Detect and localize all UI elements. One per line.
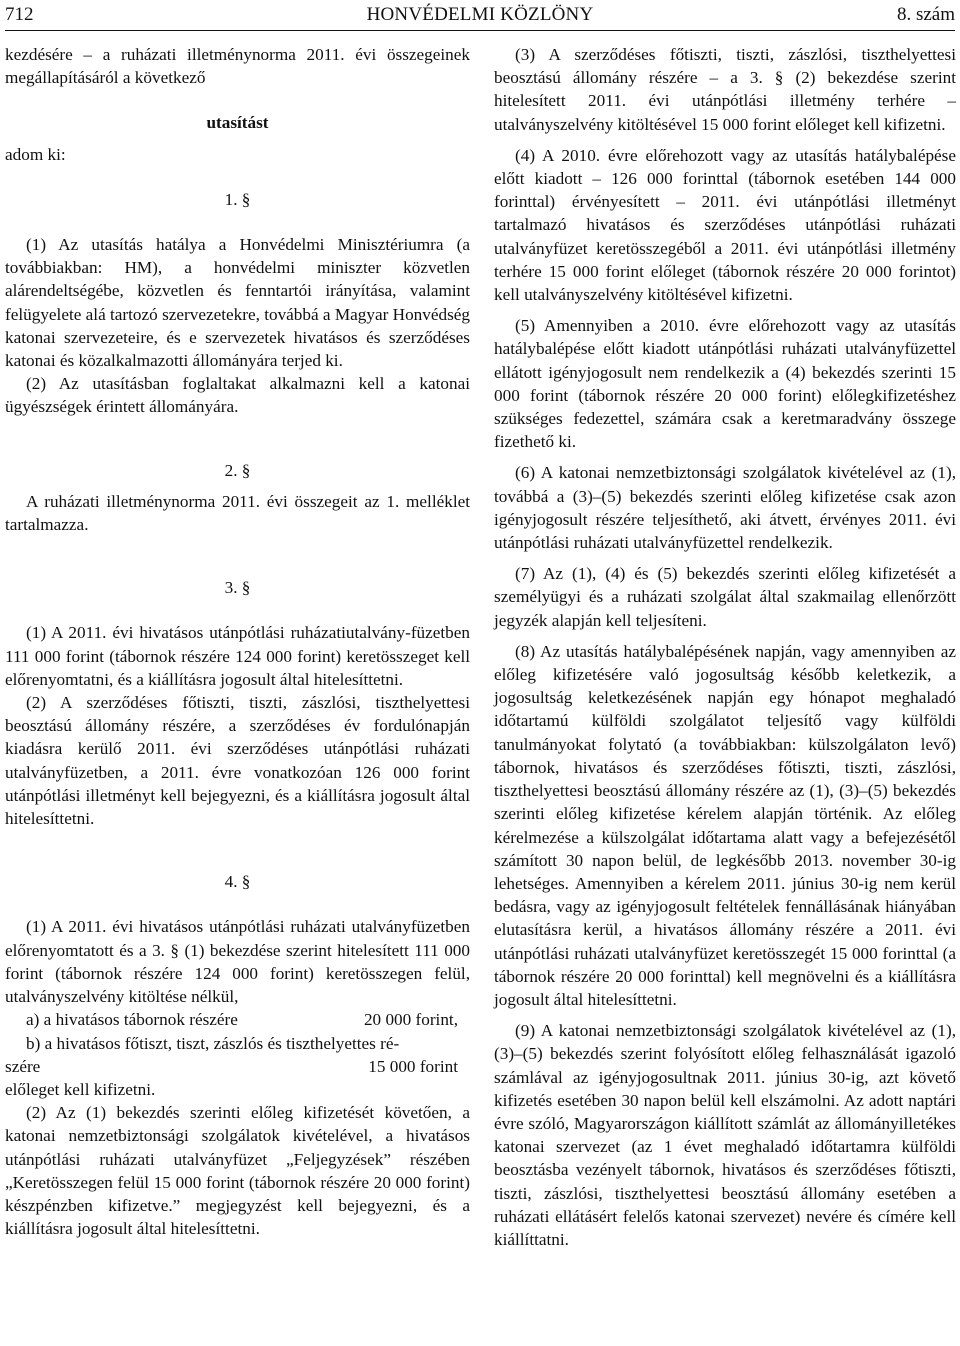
section-2-paragraph-1: A ruházati illetménynorma 2011. évi összegeit az 1. melléklet tartalmazza.	[5, 491, 470, 535]
section-4-item-b-line-2	[5, 1055, 470, 1078]
section-1-paragraph-2: (2) Az utasításban foglaltakat alkalmazni kell a katonai ügyészségek érintett állományára.	[5, 374, 470, 417]
adom-ki-text: adom ki:	[5, 144, 66, 164]
section-2-heading: 2. §	[224, 460, 251, 480]
paragraph-3: (3) A szerződéses főtiszti, tiszti, zászlósi, tiszthelyettesi beosztású állomány részére – a 3. § (2) bekezdése szerint hitelesített 2011. évi utánpótlási illetmény terhére – utalványszelvény kitöltésével 15 000 forint előleget kell kifizetni.	[494, 45, 956, 134]
section-3-paragraph-1: (1) A 2011. évi hivatásos utánpótlási ruházatiutalvány-füzetben 111 000 forint (tábornok részére 124 000 forint) keretösszeget kell előrenyomtatni, és a kiállításra jogosult által hitelesíttetni.	[5, 623, 470, 689]
intro-paragraph: kezdésére – a ruházati illetménynorma 2011. évi összegeinek megállapításáról a következő	[5, 45, 470, 88]
section-4-item-a	[5, 1008, 470, 1031]
left-column	[5, 43, 470, 1240]
journal-title: HONVÉDELMI KÖZLÖNY	[366, 4, 594, 25]
paragraph-8: (8) Az utasítás hatálybalépésének napján, vagy amennyiben az előleg kifizetésére való jogosultság később keletkezik, a jogosultság keletkezésének napján egy hónapot meghaladó időtartamú külföldi szolgálatot teljesítő vagy külföldi tanulmányokat folytató (a továbbiakban: külszolgálaton levő) tábornok, hivatásos és szerződéses főtiszti, tiszti, zászlósi, tiszthelyettesi beosztású állomány részére az (1), (3)–(5) bekezdés szerinti előleg kifizetése kérelem alapján történik. Az előleg kérelmezése a külszolgálat időtartama alatt vagy a befejezésétől számított 30 napon belül, de legkésőbb 2013. november 30-ig lehetséges. Amennyiben a kérelem 2011. június 30-ig nem kerül bedásra, vagy az igényjogosult feltételek fennállásának hiányában elutasításra kerül, a hivatásos állomány részére a 2011. évi utánpótlási ruházati utalványfüzet keretösszegét 15 000 forinttal (a tábornok részére 20 000 forinttal) kell megnövelni és a kiállításra jogosult által hitelesíttetni.	[494, 641, 956, 1009]
paragraph-7: (7) Az (1), (4) és (5) bekezdés szerinti előleg kifizetését a személyügyi és a ruházati szolgálat által szakmailag ellenőrzött jegyzék alapján kell teljesíteni.	[494, 564, 956, 630]
header-rule	[5, 30, 955, 31]
section-3-paragraph-2: (2) A szerződéses főtiszti, tiszti, zászlósi, tiszthelyettesi beosztású állomány részére, a szerződéses év fordulónapján kiadásra kerülő 2011. évi szerződéses utánpótlási ruházati utalványfüzetben, a 2011. évre vonatkozóan 126 000 forint utánpótlási illetményt kell bejegyezni, és a kiállításra jogosult által hitelesíttetni.	[5, 693, 470, 829]
right-column	[494, 43, 956, 1251]
item-a-amount: 20 000 forint,	[363, 1010, 458, 1030]
section-4-item-end: előleget kell kifizetni.	[5, 1079, 156, 1099]
page-header	[5, 0, 955, 30]
item-b-amount: 15 000 forint	[368, 1056, 458, 1076]
issue-number: 8. szám	[896, 4, 955, 25]
section-1-heading: 1. §	[224, 189, 251, 209]
utasitast-heading: utasítást	[206, 113, 269, 133]
paragraph-4: (4) A 2010. évre előrehozott vagy az utasítás hatálybalépése előtt kiadott – 126 000 forinttal (tábornok esetében 144 000 forinttal) érvényesített – 2011. évi utánpótlási illetményt tartalmazó hivatásos és szerződéses utánpótlási ruházati utalványfüzet keretösszegéből a 2011. évi utánpótlási illetmény terhére 15 000 forint előleget (tábornok részére 20 000 forintot) kell utalványszelvény kitöltésével kifizetni.	[494, 145, 956, 305]
section-4-paragraph-1: (1) A 2011. évi hivatásos utánpótlási ruházati utalványfüzetben előrenyomtatott és a 3. § (1) bekezdése szerint hitelesített 111 000 forint (tábornok részére 124 000 forint) keretösszegen felül, utalványszelvény kitöltése nélkül,	[5, 917, 470, 1007]
paragraph-5: (5) Amennyiben a 2010. évre előrehozott vagy az utasítás hatálybalépése előtt kiadott utánpótlási ruházati utalványfüzettel ellátott igényjogosult nem rendelkezik a (4) bekezdés szerinti 15 000 forint (tábornok részére 20 000 forint) előlegkifizetéshez szükséges fedezettel, számára csak a keretmaradvány összege fizethető ki.	[494, 316, 956, 452]
section-4-paragraph-2: (2) Az (1) bekezdés szerinti előleg kifizetését követően, a katonai nemzetbiztonsági szolgálatok kivételével, a hivatásos utánpótlási ruházati utalványfüzet „Feljegyzések” részében „Keretösszegen felül 15 000 forint (tábornok részére 20 000 forint) készpénzben kifizetve.” megjegyzést kell bejegyezni, és a kiállításra jogosult által hitelesíttetni.	[5, 1103, 470, 1239]
section-4-heading: 4. §	[224, 872, 251, 892]
section-4-item-b-line-1: b) a hivatásos főtiszt, tiszt, zászlós és tiszthelyettes ré-	[26, 1033, 400, 1053]
paragraph-6: (6) A katonai nemzetbiztonsági szolgálatok kivételével az (1), továbbá a (3)–(5) bekezdés szerinti előleg kifizetése csak azon igényjogosult részére teljesíthető, aki átvett, érvényes 2011. évi utánpótlási ruházati utalványfüzettel rendelkezik.	[494, 463, 956, 553]
item-a-label: a) a hivatásos tábornok részére	[26, 1010, 238, 1030]
section-3-heading: 3. §	[224, 578, 251, 598]
page-number: 712	[5, 4, 34, 25]
item-b-label: szére	[5, 1056, 41, 1076]
paragraph-9: (9) A katonai nemzetbiztonsági szolgálatok kivételével az (1), (3)–(5) bekezdés szerint folyósított előleg felhasználását igazoló számlával az igényjogosultnak 2011. június 30-ig, azt követő kifizetés esetében 30 napon belül kell elszámolni. Az adott naptári évre szóló, Magyarországon kiállított számlát az állományilletékes katonai szervezet (az 1 évet meghaladó időtartamra külföldi beosztásba vezényelt tábornok, hivatásos és szerződéses főtiszti, tiszti, zászlósi, tiszthelyettesi beosztású állomány esetében a ruházati ellátásért felelős katonai szervezet) nevére és címére kell kiállíttatni.	[494, 1021, 956, 1249]
section-1-paragraph-1: (1) Az utasítás hatálya a Honvédelmi Minisztériumra (a továbbiakban: HM), a honvédelmi miniszter közvetlen alárendeltségébe, közvetlen és fenntartói irányítása, valamint felügyelete alá tartozó szervezetekre, továbbá a Magyar Honvédség katonai szervezeteire, és e szervezetek hivatásos és szerződéses katonai és közalkalmazotti állományára terjed ki.	[5, 235, 470, 371]
